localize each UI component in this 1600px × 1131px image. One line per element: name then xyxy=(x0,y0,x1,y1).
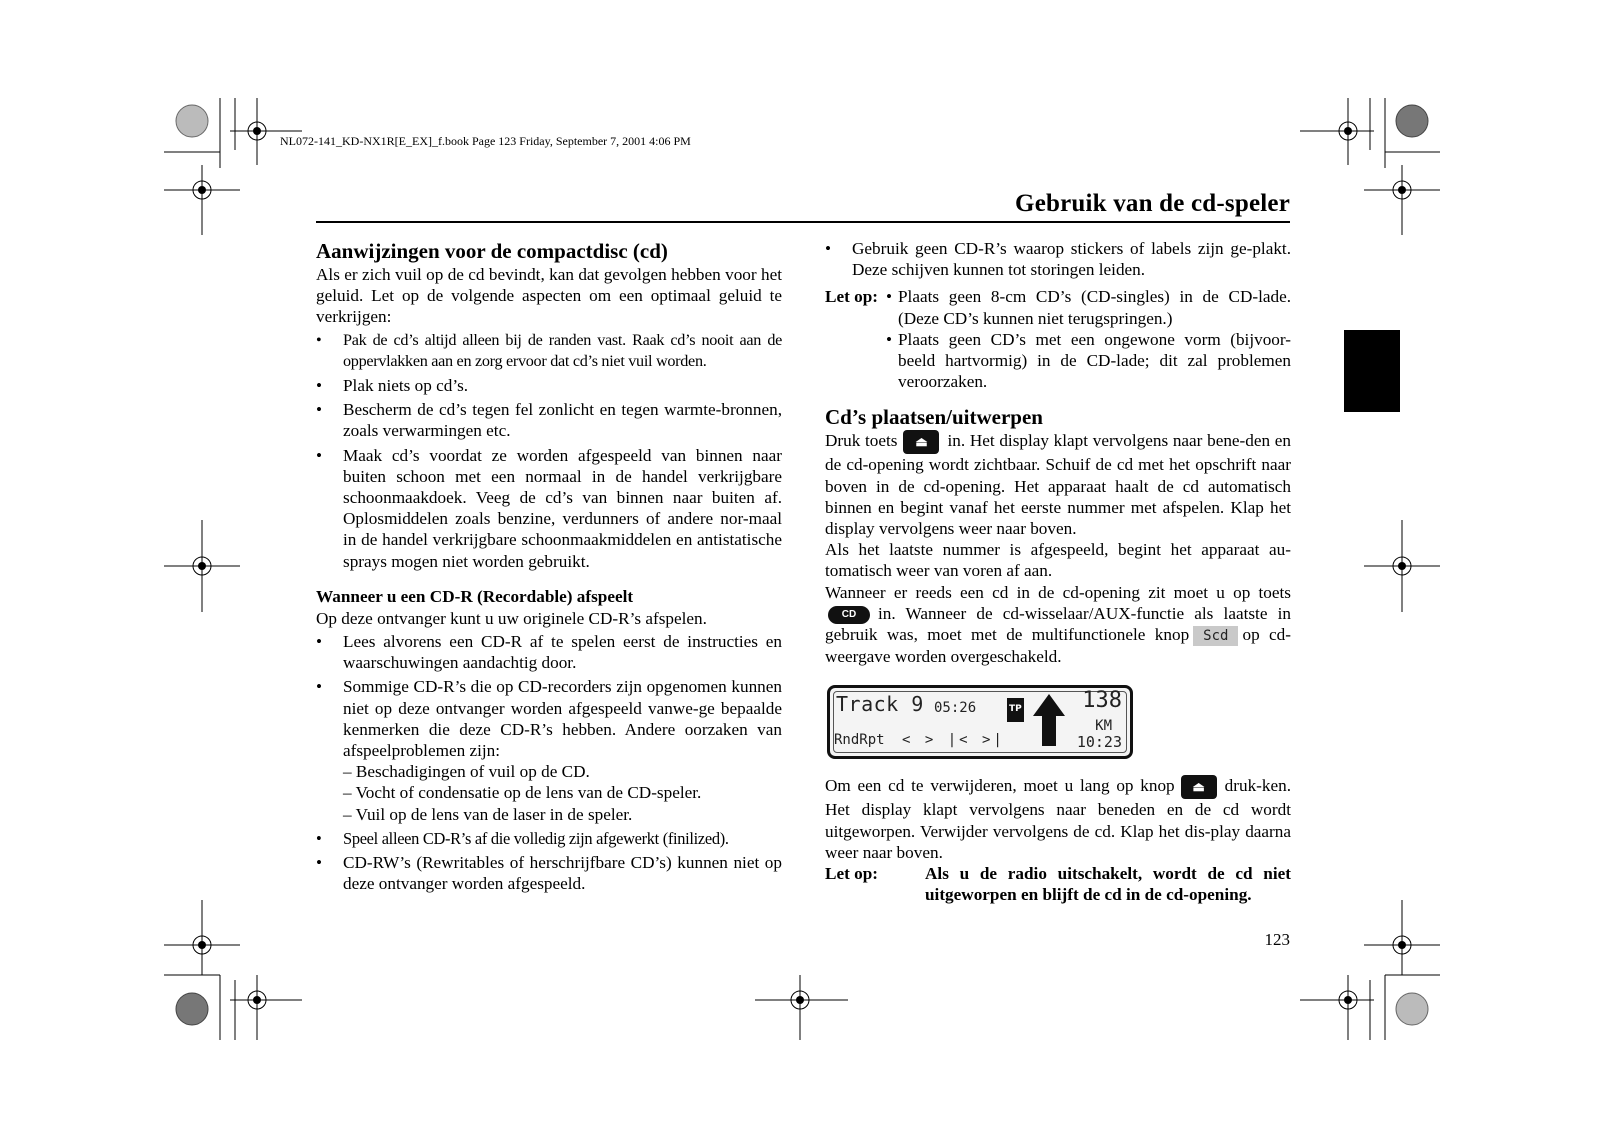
list-item: • Lees alvorens een CD-R af te spelen eerst de instructies en waarschuwingen aandachtig door. xyxy=(316,631,782,673)
list-item: • Speel alleen CD-R’s af die volledig zijn afgewerkt (finilized). xyxy=(316,828,782,849)
text-run: in. Wanneer de cd-wisselaar/AUX-functie als laatste in gebruik was, moet met de multifunctionele knop xyxy=(825,603,1291,645)
page-title: Gebruik van de cd-speler xyxy=(1015,190,1290,217)
scd-display-label: Scd xyxy=(1193,626,1238,646)
text-run: Wanneer er reeds een cd in de cd-opening zit moet u op toets xyxy=(825,582,1291,602)
cdr-bullet-list xyxy=(316,631,782,894)
section-heading-insert-eject: Cd’s plaatsen/uitwerpen xyxy=(825,405,1043,430)
lcd-time: 05:26 xyxy=(934,700,977,717)
list-item xyxy=(316,676,782,824)
list-item: • Plak niets op cd’s. xyxy=(316,375,782,396)
lcd-mode: RndRpt xyxy=(834,732,885,749)
cdr-intro: Op deze ontvanger kunt u uw originele CD-R’s afspelen. xyxy=(316,608,707,628)
repeat-paragraph: Als het laatste nummer is afgespeeld, begint het apparaat au-tomatisch weer van voren af aan. xyxy=(825,540,1291,581)
title-rule xyxy=(316,221,1290,223)
lcd-track: Track 9 xyxy=(836,692,924,717)
intro-paragraph: Als er zich vuil op de cd bevindt, kan dat gevolgen hebben voor het geluid. Let op de volgende aspecten om een optimaal geluid te verkrijgen: xyxy=(316,265,782,327)
note-label: Let op: xyxy=(825,287,878,307)
text-run: Om een cd te verwijderen, moet u lang op knop xyxy=(825,776,1175,796)
note-item: • Plaats geen CD’s met een ongewone vorm (bijvoor-beeld hartvormig) in de CD-lade; dit zal problemen veroorzaken. xyxy=(884,329,1291,393)
lcd-clock: 10:23 xyxy=(1076,733,1122,752)
cdr-bullet-list-cont xyxy=(825,238,1291,280)
note-item: • Plaats geen 8-cm CD’s (CD-singles) in de CD-lade. (Deze CD’s kunnen niet terugspringen.) xyxy=(884,286,1291,328)
dash-item: – Vocht of condensatie op de lens van de CD-speler. xyxy=(343,783,702,803)
thumb-index-tab xyxy=(1344,330,1400,412)
text-run: in. Het display klapt vervolgens naar bene-den en de cd-opening wordt zichtbaar. Schuif de cd met het opschrift naar boven in de cd-opening. Het apparaat haalt de cd automatisch binnen en begint vanaf het eerste nummer met afspelen. Klap het display vervolgens weer naar boven. xyxy=(825,431,1291,539)
subheading-cdr: Wanneer u een CD-R (Recordable) afspeelt xyxy=(316,586,634,606)
lcd-distance: 138 xyxy=(1082,688,1122,714)
cd-key-paragraph xyxy=(825,582,1291,668)
lcd-tp-badge: TP xyxy=(1007,698,1024,721)
print-header: NL072-141_KD-NX1R[E_EX]_f.book Page 123 Friday, September 7, 2001 4:06 PM xyxy=(280,134,691,148)
right-column xyxy=(825,238,1291,905)
dash-item: – Beschadigingen of vuil op de CD. xyxy=(343,762,590,782)
note-items xyxy=(878,286,1291,392)
dash-item: – Vuil op de lens van de laser in de speler. xyxy=(343,804,633,824)
care-bullet-list xyxy=(316,330,782,572)
page-number: 123 xyxy=(1264,930,1290,949)
text-run: druk-ken. Het display klapt vervolgens naar beneden en de cd wordt uitgeworpen. Verwijder vervolgens de cd. Klap het dis-play daarna weer naar boven. xyxy=(825,776,1291,862)
left-column xyxy=(316,238,782,897)
cd-key-icon: CD xyxy=(828,606,870,624)
note-label: Let op: xyxy=(825,864,878,883)
list-item-text: Sommige CD-R’s die op CD-recorders zijn opgenomen kunnen niet op deze ontvanger worden afgespeeld vanwe-ge bepaalde kenmerken die deze CD-R’s hebben. Andere oorzaken van afspeelproblemen zijn: xyxy=(343,677,782,761)
list-item: • Gebruik geen CD-R’s waarop stickers of labels zijn ge-plakt. Deze schijven kunnen tot storingen leiden. xyxy=(825,238,1291,280)
section-heading-cd-care: Aanwijzingen voor de compactdisc (cd) xyxy=(316,239,668,263)
text-run: op cd-weergave worden overgeschakeld. xyxy=(825,625,1291,667)
list-item: • Pak de cd’s altijd alleen bij de randen vast. Raak cd’s nooit aan de oppervlakken aan en zorg ervoor dat cd’s niet vuil worden. xyxy=(316,330,782,372)
list-item: • Bescherm de cd’s tegen fel zonlicht en tegen warmte-bronnen, zoals verwarmingen etc. xyxy=(316,399,782,441)
lcd-unit: KM xyxy=(1095,718,1112,735)
lcd-nav: < > |< >| xyxy=(902,732,1005,749)
insert-paragraph xyxy=(825,430,1291,539)
eject-key-icon: ⏏ xyxy=(903,430,939,454)
list-item: • Maak cd’s voordat ze worden afgespeeld van binnen naar buiten schoon met een normaal in de handel verkrijgbare schoonmaakdoek. Veeg de cd’s van binnen naar buiten af. Oplosmiddelen zoals benzine, verdunners of andere nor-maal in de handel verkrijgbare schoonmaakmiddelen en antistatische sprays mogen niet worden gebruikt. xyxy=(316,445,782,572)
list-item: • CD-RW’s (Rewritables of herschrijfbare CD’s) kunnen niet op deze ontvanger worden afgespeeld. xyxy=(316,852,782,894)
eject-paragraph xyxy=(825,775,1291,863)
note-block-2 xyxy=(825,863,1291,905)
lcd-display-illustration xyxy=(827,685,1133,759)
note-text: Als u de radio uitschakelt, wordt de cd niet uitgeworpen en blijft de cd in de cd-opening. xyxy=(925,864,1291,905)
note-block xyxy=(825,286,1291,392)
eject-key-icon: ⏏ xyxy=(1181,775,1217,799)
arrow-up-icon xyxy=(1032,692,1066,748)
text-run: Druk toets xyxy=(825,431,898,451)
